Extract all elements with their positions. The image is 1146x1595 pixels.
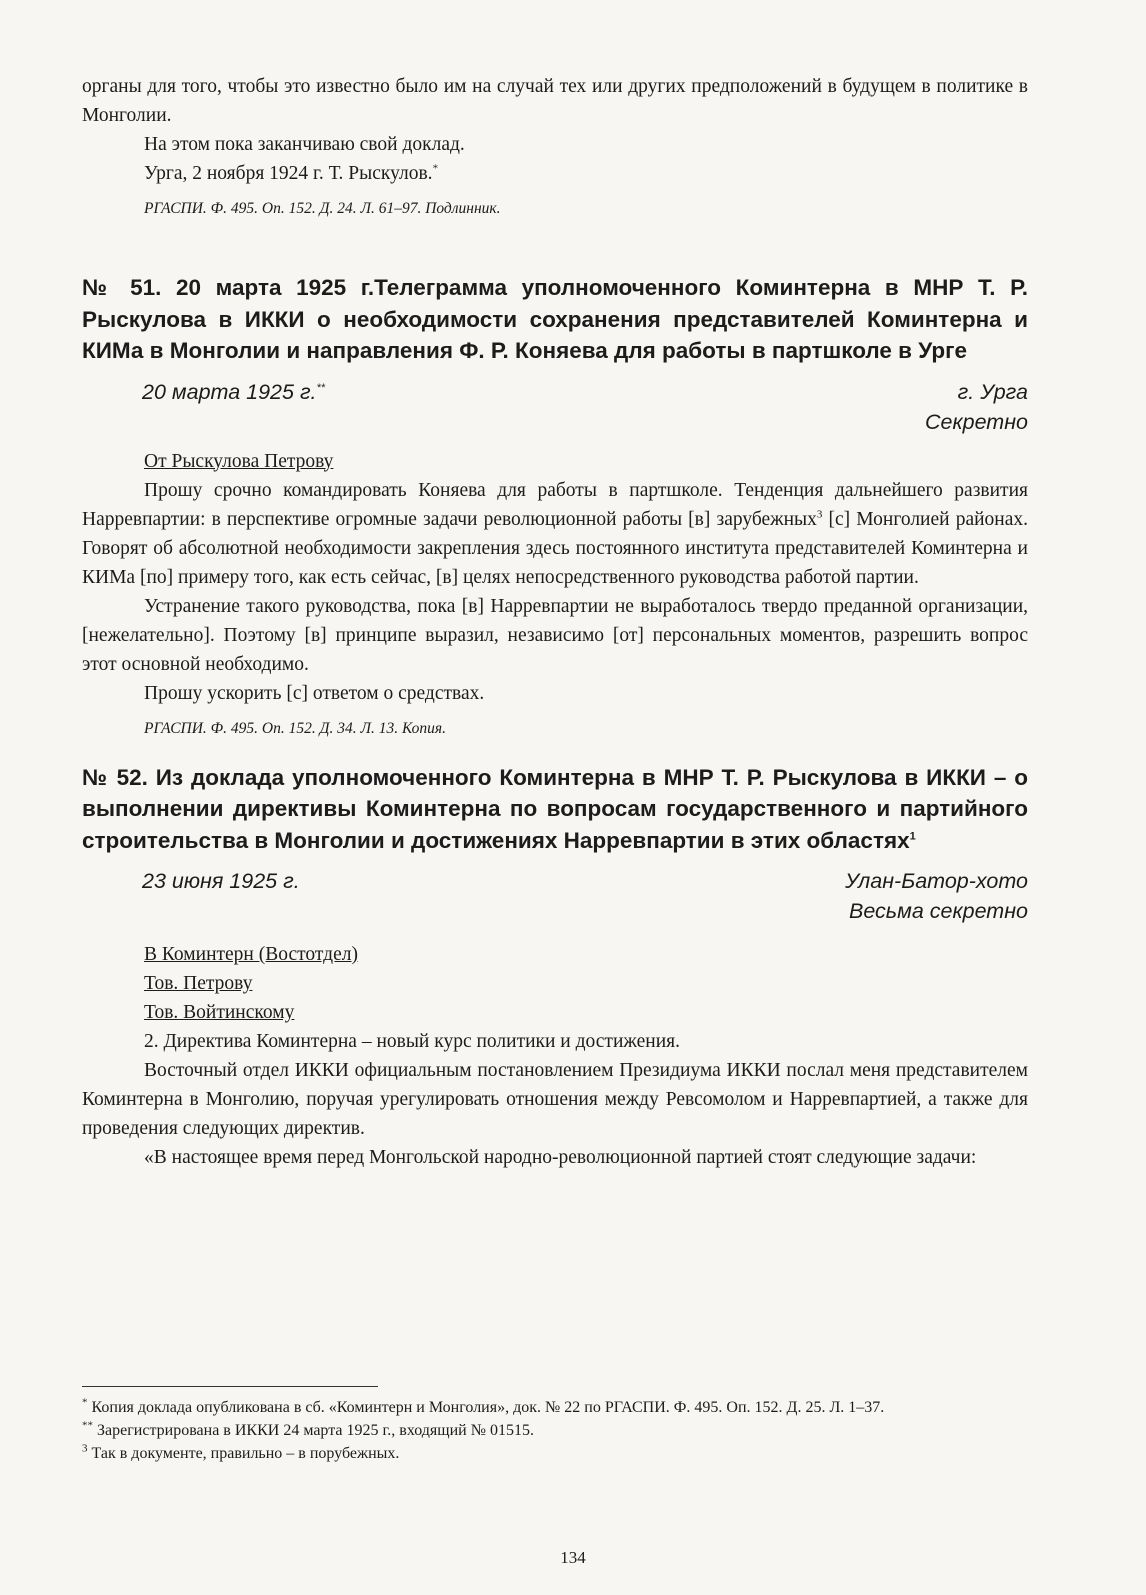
page-number: 134 xyxy=(560,1548,586,1567)
paragraph: «В настоящее время перед Монгольской народно-революционной партией стоят следующие задачи: xyxy=(144,1147,977,1168)
footnote-marker: 3 xyxy=(82,1442,88,1455)
document-place: г. Урга xyxy=(957,379,1028,404)
document-classification: Секретно xyxy=(924,409,1028,434)
addressee: В Коминтерн (Востотдел) xyxy=(144,944,358,965)
addressee: От Рыскулова Петрову xyxy=(144,450,334,472)
footnote-marker: 1 xyxy=(909,830,916,842)
archive-source: РГАСПИ. Ф. 495. Оп. 152. Д. 34. Л. 13. Копия. xyxy=(144,719,446,737)
document-place-block xyxy=(925,377,1028,437)
footnote: ** Зарегистрирована в ИККИ 24 марта 1925 г., входящий № 01515. xyxy=(82,1419,534,1439)
signature-text: Урга, 2 ноября 1924 г. Т. Рыскулов. xyxy=(144,163,433,184)
footnotes xyxy=(82,1396,1028,1465)
paragraph: 2. Директива Коминтерна – новый курс политики и достижения. xyxy=(144,1031,680,1052)
footnote-divider xyxy=(82,1386,378,1387)
footnote: * Копия доклада опубликована в сб. «Коминтерн и Монголия», док. № 22 по РГАСПИ. Ф. 495. Оп. 152. Д. 25. Л. 1–37. xyxy=(82,1396,885,1416)
paragraph: Устранение такого руководства, пока [в] Нарревпартии не выработалось твердо преданной организации, [нежелательно]. Поэтому [в] принципе выразил, независимо [от] персональных моментов, разрешить вопрос этот основной необходимо. xyxy=(82,595,1028,675)
paragraph: На этом пока заканчиваю свой доклад. xyxy=(144,134,465,155)
document-classification: Весьма секретно xyxy=(848,899,1028,923)
archive-source: РГАСПИ. Ф. 495. Оп. 152. Д. 24. Л. 61–97. Подлинник. xyxy=(144,200,501,217)
footnote-marker: * xyxy=(82,1396,88,1409)
paragraph: Прошу ускорить [с] ответом о средствах. xyxy=(144,682,485,704)
document-heading-52: № 52. Из доклада уполномоченного Коминтерна в МНР Т. Р. Рыскулова в ИККИ – о выполнении директивы Коминтерна по вопросам государственного и партийного строительства в Монголии и достижениях Нарревпартии в этих областях$^1$ xyxy=(82,764,1028,853)
document-heading-51: № 51. 20 марта 1925 г.Телеграмма уполномоченного Коминтерна в МНР Т. Р. Рыскулова в ИККИ о необходимости сохранения представителей Коминтерна и КИМа в Монголии и направления Ф. Р. Коняева для работы в партшколе в Урге xyxy=(82,275,1028,363)
footnote-marker: ** xyxy=(82,1419,93,1432)
document-meta xyxy=(82,866,1028,926)
document-meta xyxy=(82,377,1028,437)
document-date: 23 июня 1925 г. xyxy=(142,869,300,893)
footnote: $^3$ Так в документе, правильно – в порубежных. xyxy=(82,1442,400,1462)
document-date: 20 марта 1925 г.** xyxy=(142,379,326,404)
paragraph: Прошу срочно командировать Коняева для работы в партшколе. Тенденция дальнейшего развития Нарревпартии: в перспективе огромные задачи революционной работы [в] зарубежных$^3$ [с] Монголией районах. Говорят об абсолютной необходимости закрепления здесь постоянного института представителей Коминтерна и КИМа [по] примеру того, как есть сейчас, [в] целях непосредственного руководства работой партии. xyxy=(82,479,1029,588)
footnote-marker: ** xyxy=(316,381,326,394)
document-place-block xyxy=(845,866,1028,926)
page-body xyxy=(82,72,1028,1172)
document-place: Улан-Батор-хото xyxy=(845,869,1028,893)
footnote-marker: 3 xyxy=(816,508,823,520)
footnote-marker: * xyxy=(432,162,439,175)
addressee: Тов. Войтинскому xyxy=(144,1002,295,1023)
paragraph: органы для того, чтобы это известно было им на случай тех или других предположений в будущем в политике в Монголии. xyxy=(82,76,1028,126)
addressee: Тов. Петрову xyxy=(144,973,253,994)
paragraph: Восточный отдел ИККИ официальным постановлением Президиума ИККИ послал меня представителем Коминтерна в Монголию, поручая урегулировать отношения между Ревсомолом и Нарревпартией, а также для проведения следующих директив. xyxy=(82,1060,1028,1139)
signature-line xyxy=(82,159,1028,188)
